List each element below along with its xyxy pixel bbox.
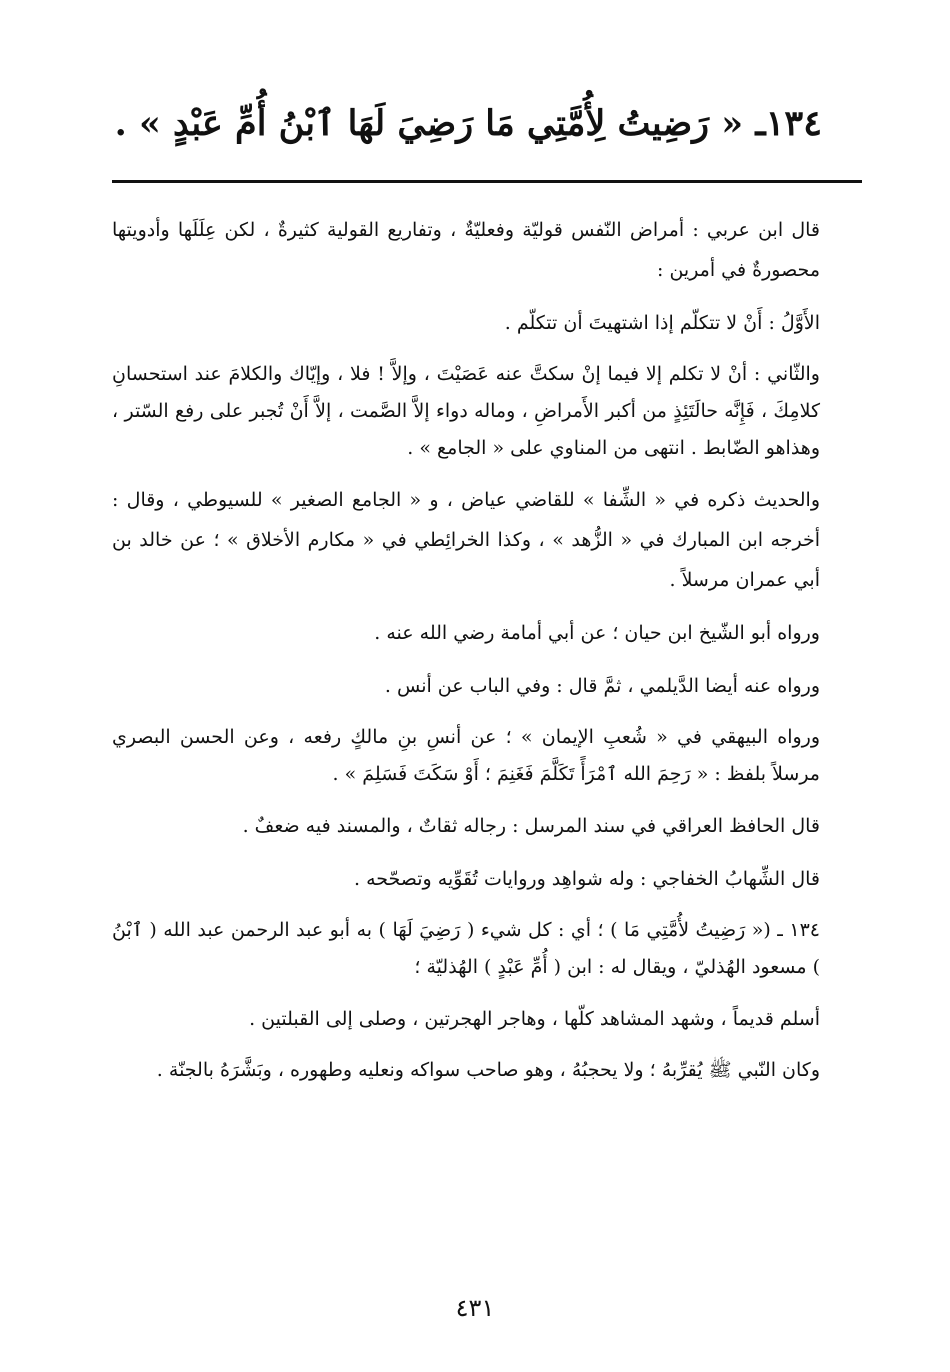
paragraph-biography: أسلم قديماً ، وشهد المشاهد كلّها ، وهاجر الهجرتين ، وصلى إلى القبلتين . [249, 1008, 820, 1030]
paragraph-explanation: ١٣٤ ـ (« رَضِيتُ لأُمَّتِي مَا ) ؛ أي : كل شيء ( رَضِيَ لَهَا ) به أبو عبد الرحمن عبد الله ( ٱبْنُ ) مسعود الهُذليّ ، ويقال له : ابن ( أُمِّ عَبْدٍ ) الهُذليّة ؛ [112, 919, 820, 978]
paragraph-first-point: الأَوَّلُ : أَنْ لا تتكلّم إذا اشتهيتَ أن تتكلّم . [504, 312, 820, 334]
paragraph-bayhaqi: ورواه البيهقي في « شُعبِ الإيمان » ؛ عن أنسِ بنِ مالكٍ رفعه ، وعن الحسن البصري مرسلاً بلفظ : « رَحِمَ الله ٱمْرَأً تَكَلَّمَ فَغَنِمَ ؛ أَوْ سَكَتَ فَسَلِمَ » . [112, 726, 820, 785]
separator-rule [112, 180, 862, 183]
paragraph-ibn-arabi: قال ابن عربي : أمراض النّفس قوليّة وفعليّةٌ ، وتفاريع القولية كثيرةٌ ، لكن عِلَلَها وأدويتها محصورةٌ في أمرين : [112, 219, 820, 281]
hadith-heading: ١٣٤ـ « رَضِيتُ لِأُمَّتِي مَا رَضِيَ لَهَا ٱبْنُ أُمِّ عَبْدٍ » . [114, 103, 822, 144]
paragraph-hadith-sources: والحديث ذكره في « الشِّفا » للقاضي عياض ، و « الجامع الصغير » للسيوطي ، وقال : أخرجه ابن المبارك في « الزُّهد » ، وكذا الخرائِطي في « مكارم الأخلاق » ؛ عن خالد بن أبي عمران مرسلاً . [112, 489, 820, 591]
page-number: ٤٣١ [455, 1294, 495, 1322]
paragraph-abu-al-shaykh: ورواه أبو الشّيخ ابن حيان ؛ عن أبي أمامة رضي الله عنه . [374, 622, 820, 644]
paragraph-daylami: ورواه عنه أيضا الدَّيلمي ، ثمَّ قال : وفي الباب عن أنس . [384, 675, 820, 697]
paragraph-prophet: وكان النّبي ﷺ يُقرِّبهُ ؛ ولا يحجبُهُ ، وهو صاحب سواكه ونعليه وطهوره ، وبَشَّرَهُ بالجنّة . [156, 1059, 820, 1081]
commentary-body [112, 210, 820, 1102]
paragraph-iraqi: قال الحافظ العراقي في سند المرسل : رجاله ثقاتٌ ، والمسند فيه ضعفٌ . [242, 815, 820, 837]
paragraph-second-point: والثّاني : أنْ لا تكلم إلا فيما إنْ سكتَّ عنه عَصَيْتَ ، وإلاَّ ! فلا ، وإيّاك والكلامَ عند استحسانِ كلامِكَ ، فَإِنَّه حالَتَئِذٍ من أكبر الأَمراضِ ، وماله دواء إلاَّ الصَّمت ، إلاَّ أَنْ تُجبر على رفع السّتر ، وهذاهو الضّابط . انتهى من المناوي على « الجامع » . [112, 363, 820, 459]
paragraph-khafaji: قال الشِّهابُ الخفاجي : وله شواهِد وروايات تُقَوِّيه وتصحّحه . [353, 868, 820, 890]
